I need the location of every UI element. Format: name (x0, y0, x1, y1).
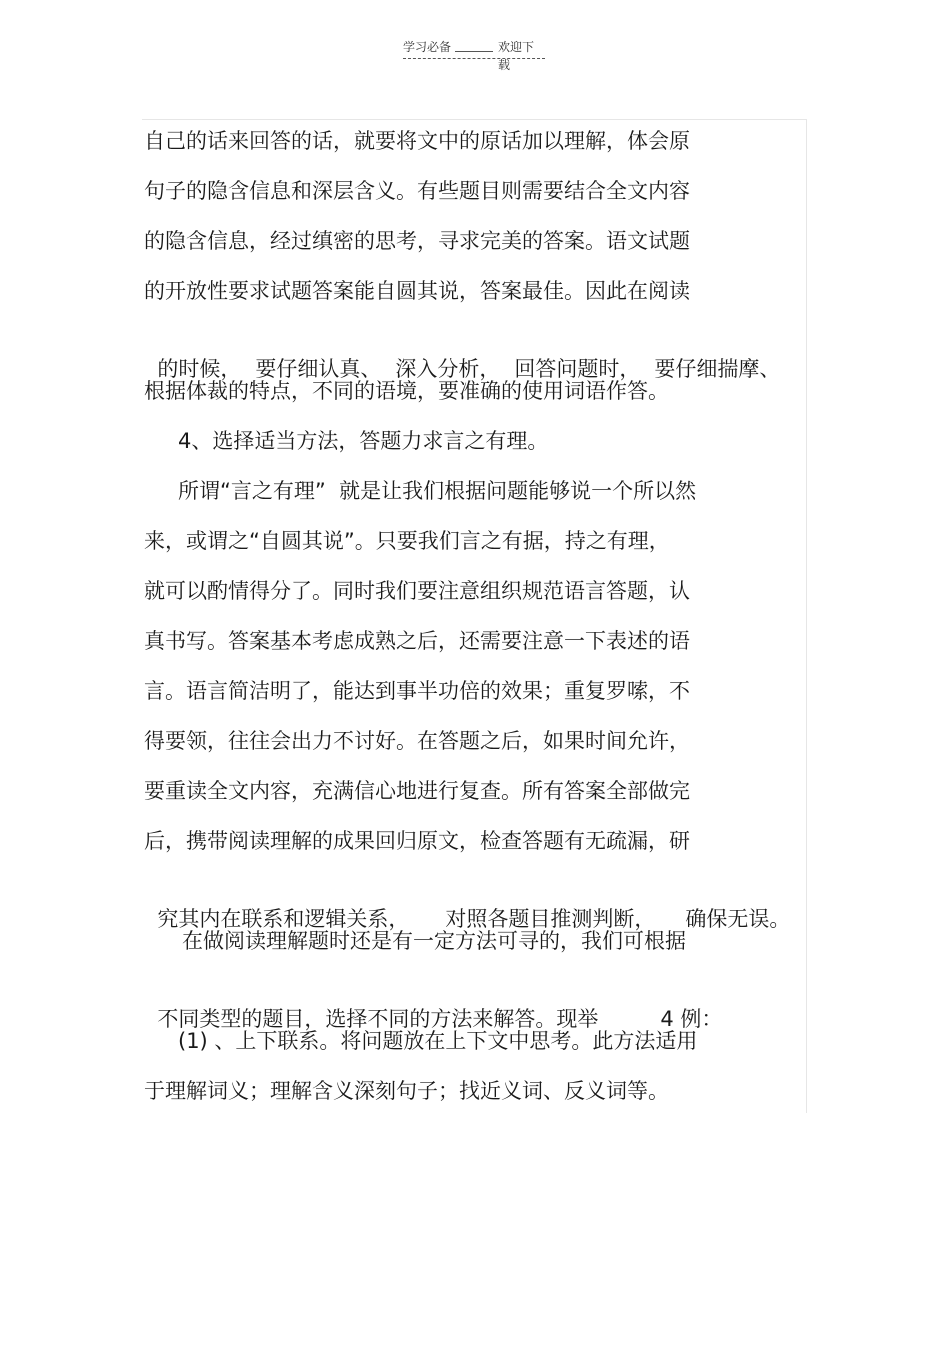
paragraph-line: 根据体裁的特点，不同的语境，要准确的使用词语作答。 (144, 379, 669, 403)
line-segment: 要仔细揣摩、 (654, 357, 781, 381)
line-segment: 要仔细认真、 (255, 357, 382, 381)
paragraph-line: 得要领，往往会出力不讨好。在答题之后，如果时间允许， (144, 729, 690, 753)
paragraph-line: 自己的话来回答的话，就要将文中的原话加以理解，体会原 (144, 129, 690, 153)
paragraph-line: 所谓“言之有理” 就是让我们根据问题能够说一个所以然 (178, 479, 697, 503)
paragraph-line: 真书写。答案基本考虑成熟之后，还需要注意一下表述的语 (144, 629, 690, 653)
line-segment: 的时候， (157, 357, 242, 381)
header-left-text: 学习必备 (403, 40, 452, 54)
paragraph-line (144, 877, 790, 933)
page-header (403, 38, 545, 72)
paragraph-line: 要重读全文内容，充满信心地进行复查。所有答案全部做完 (144, 779, 690, 803)
paragraph-line: 的开放性要求试题答案能自圆其说，答案最佳。因此在阅读 (144, 279, 690, 303)
paragraph-line: 就可以酌情得分了。同时我们要注意组织规范语言答题，认 (144, 579, 690, 603)
paragraph-line: 句子的隐含信息和深层含义。有些题目则需要结合全文内容 (144, 179, 690, 203)
paragraph-line: 的隐含信息，经过缜密的思考，寻求完美的答案。语文试题 (144, 229, 690, 253)
paragraph-line: 后，携带阅读理解的成果回归原文，检查答题有无疏漏，研 (144, 829, 690, 853)
paragraph-line (144, 977, 722, 1033)
paragraph-line: 在做阅读理解题时还是有一定方法可寻的，我们可根据 (182, 929, 686, 953)
line-segment: 不同类型的题目，选择不同的方法来解答。现举 (157, 1007, 599, 1031)
header-right-text: 欢迎下载 (498, 40, 535, 72)
line-segment: 回答问题时， (514, 357, 641, 381)
line-segment: 4 例： (660, 1007, 723, 1031)
line-segment: 对照各题目推测判断， (445, 907, 656, 931)
list-item: (1) 、上下联系。将问题放在上下文中思考。此方法适用 (178, 1029, 698, 1053)
header-separator (455, 38, 493, 52)
line-segment: 深入分析， (395, 357, 501, 381)
paragraph-line: 于理解词义；理解含义深刻句子；找近义词、反义词等。 (144, 1079, 669, 1103)
paragraph-line: 言。语言简洁明了，能达到事半功倍的效果；重复罗嗦，不 (144, 679, 690, 703)
line-segment: 确保无误。 (685, 907, 791, 931)
line-segment: 究其内在联系和逻辑关系， (157, 907, 410, 931)
content-frame (142, 119, 807, 1113)
paragraph-line: 来，或谓之“自圆其说”。只要我们言之有据，持之有理， (144, 529, 670, 553)
paragraph-line (144, 327, 780, 383)
section-heading: 4、选择适当方法，答题力求言之有理。 (178, 429, 549, 453)
